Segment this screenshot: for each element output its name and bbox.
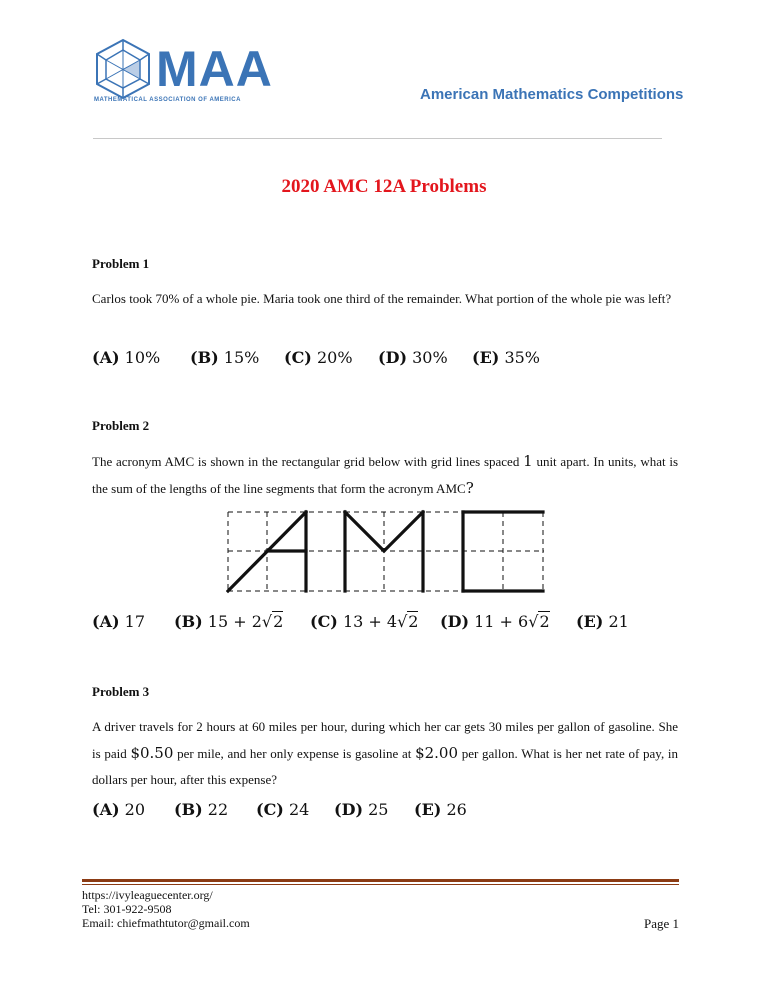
- choice-label: (D): [378, 348, 408, 367]
- choice-label: (A): [92, 800, 120, 819]
- maa-logo-subtitle: MATHEMATICAL ASSOCIATION OF AMERICA: [94, 97, 241, 103]
- problem-3-text: A driver travels for 2 hours at 60 miles per hour, during which her car gets 30 miles per gallon of gasoline. She is paid $0.50 per mile, and her only expense is gasoline at $2.00 per gallon. What is her net rate of pay, in dollars per hour, after this expense?: [92, 719, 679, 787]
- choice-value: 15 + 2: [207, 612, 262, 631]
- footer-divider-thin: [82, 884, 679, 885]
- choice-label: (E): [576, 612, 604, 631]
- choice-value: 25: [368, 800, 389, 819]
- footer-tel: Tel: 301-922-9508: [82, 902, 172, 916]
- choice-label: (A): [92, 348, 120, 367]
- choice-label: (A): [92, 612, 120, 631]
- choice-label: (B): [190, 348, 219, 367]
- choice-label: (B): [174, 800, 203, 819]
- choice-value: 20%: [316, 348, 353, 367]
- choice-label: (E): [414, 800, 442, 819]
- choice-value: 10%: [124, 348, 161, 367]
- amc-grid-figure: [226, 509, 546, 595]
- radicand: 2: [539, 612, 550, 631]
- radicand: 2: [408, 612, 419, 631]
- footer-url-link[interactable]: https://ivyleaguecenter.org/: [82, 888, 213, 902]
- choice-label: (D): [334, 800, 364, 819]
- choice-value: 13 + 4: [342, 612, 398, 631]
- maa-logo-text: MAA: [156, 41, 273, 97]
- choice-label: (C): [310, 612, 338, 631]
- letter-m-diag-left: [345, 512, 384, 551]
- problem-3-heading: Problem 3: [92, 684, 150, 699]
- header-divider: [93, 138, 662, 139]
- choice-label: (B): [174, 612, 203, 631]
- choice-value: 35%: [504, 348, 540, 367]
- radicand: 2: [273, 612, 284, 631]
- document-title: 2020 AMC 12A Problems: [281, 176, 487, 197]
- choice-label: (C): [284, 348, 312, 367]
- choice-label: (E): [472, 348, 500, 367]
- choice-value: 24: [288, 800, 310, 819]
- choice-label: (D): [440, 612, 470, 631]
- choice-value: 26: [446, 800, 467, 819]
- choice-value: 22: [207, 800, 229, 819]
- footer-divider: [82, 879, 679, 882]
- footer-email: Email: chiefmathtutor@gmail.com: [82, 916, 250, 930]
- choice-value: 17: [124, 612, 146, 631]
- maa-logo-icon: [92, 38, 154, 100]
- problem-1-text: Carlos took 70% of a whole pie. Maria took one third of the remainder. What portion of the whole pie was left?: [92, 291, 672, 306]
- choice-value: 20: [124, 800, 146, 819]
- choice-value: 11 + 6: [474, 612, 529, 631]
- choice-label: (C): [256, 800, 284, 819]
- choice-value: 21: [608, 612, 629, 631]
- choice-value: 15%: [223, 348, 260, 367]
- problem-2-text: The acronym AMC is shown in the rectangular grid below with grid lines spaced 1 unit apart. In units, what is the sum of the lengths of the line segments that form the acronym AMC?: [92, 452, 679, 497]
- problem-1-heading: Problem 1: [92, 256, 150, 271]
- competition-name: American Mathematics Competitions: [420, 86, 684, 103]
- problem-2-heading: Problem 2: [92, 418, 150, 433]
- choice-value: 30%: [412, 348, 448, 367]
- letter-m-diag-right: [384, 512, 423, 551]
- page-number: Page 1: [644, 916, 680, 931]
